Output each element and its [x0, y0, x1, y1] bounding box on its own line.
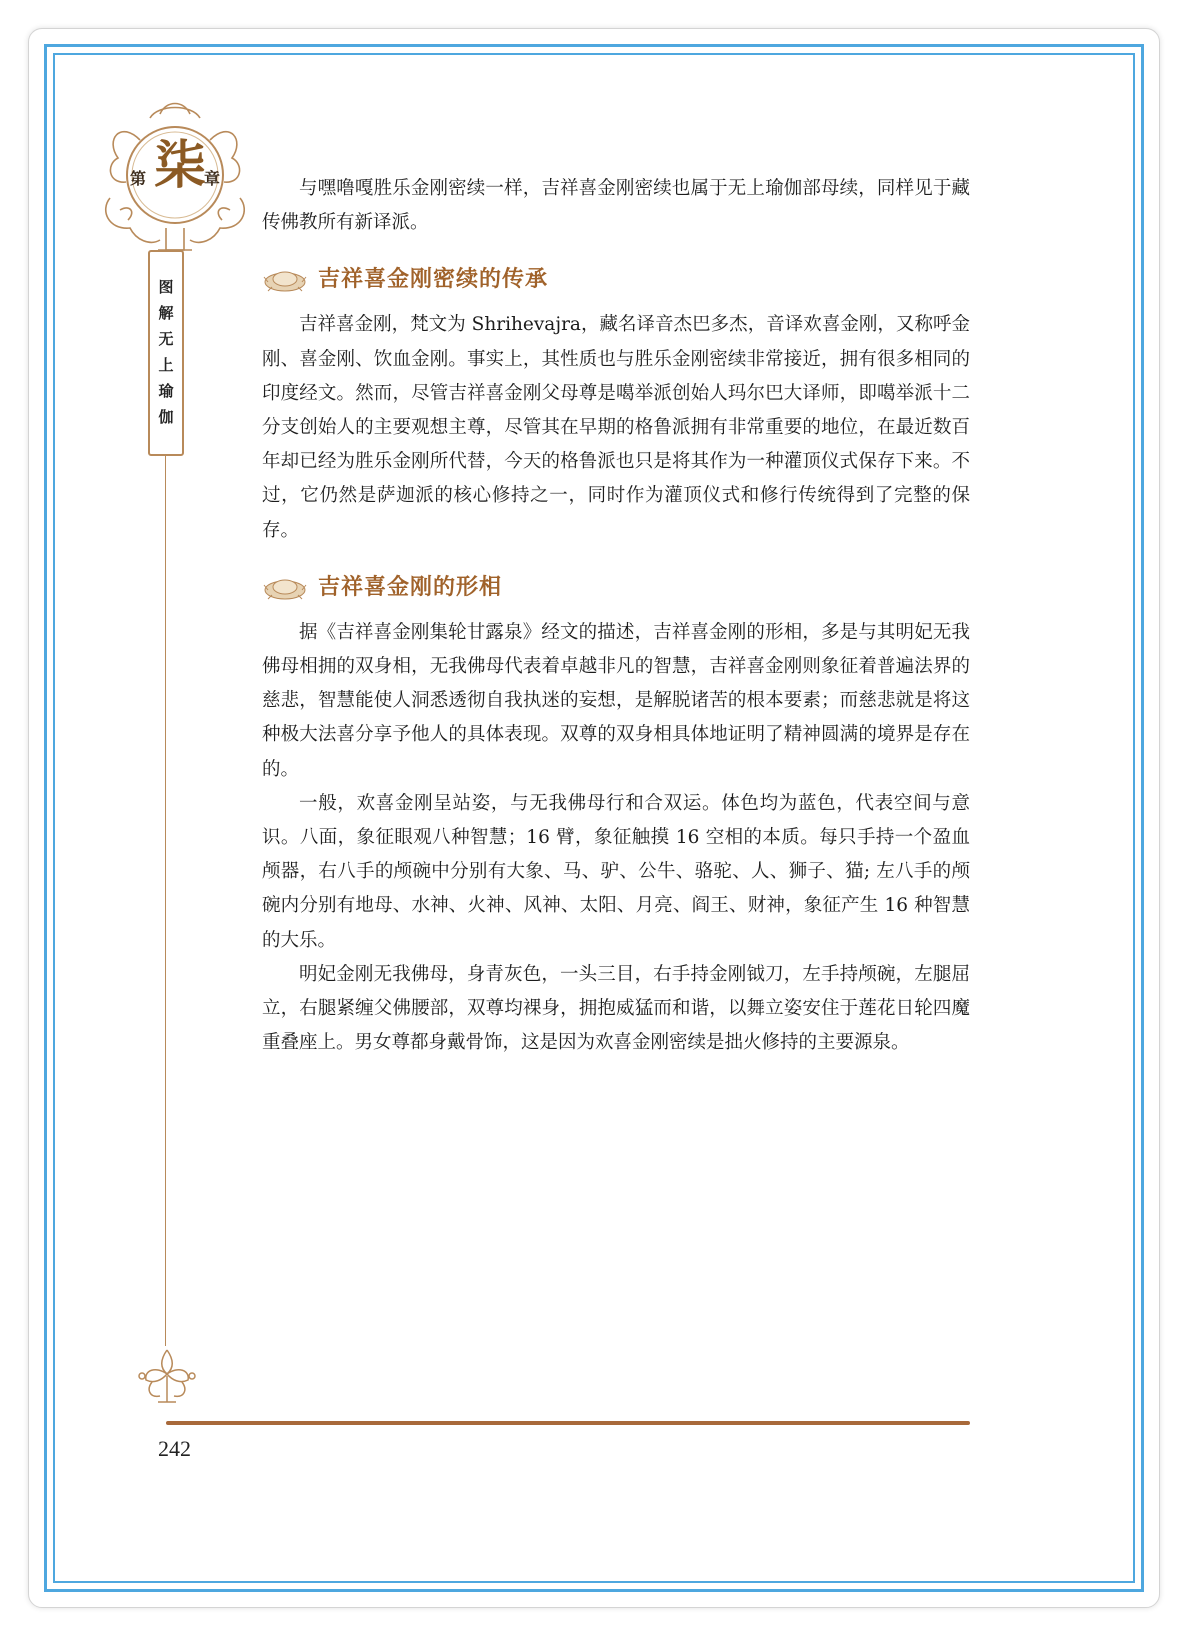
section-title-lineage: 吉祥喜金刚密续的传承	[318, 267, 549, 293]
side-tab-char: 无	[158, 330, 174, 348]
lotus-heading-icon	[262, 265, 308, 295]
section-heading	[262, 568, 970, 608]
page-number: 242	[158, 1436, 191, 1461]
section-paragraph: 明妃金刚无我佛母，身青灰色，一头三目，右手持金刚钺刀，左手持颅碗，左腿屈立，右腿紧缠父佛腰部，双尊均裸身，拥抱威猛而和谐，以舞立姿安住于莲花日轮四魔重叠座上。男女尊都身戴骨饰，这是因为欢喜金刚密续是拙火修持的主要源泉。	[262, 963, 970, 1054]
section-title-form: 吉祥喜金刚的形相	[318, 574, 503, 600]
side-tab-char: 伽	[158, 408, 174, 426]
chapter-prefix: 第	[130, 169, 147, 188]
lotus-ornament-icon	[136, 1346, 198, 1410]
side-tab-char: 图	[158, 278, 174, 296]
intro-paragraph: 与嘿噜嘎胜乐金刚密续一样，吉祥喜金刚密续也属于无上瑜伽部母续，同样见于藏传佛教所有新译派。	[262, 178, 970, 234]
side-tab-char: 上	[158, 356, 174, 374]
chapter-badge	[100, 100, 250, 260]
side-tab-book-title	[148, 250, 184, 456]
section-paragraph: 一般，欢喜金刚呈站姿，与无我佛母行和合双运。体色均为蓝色，代表空间与意识。八面，象征眼观八种智慧；16 臂，象征触摸 16 空相的本质。每只手持一个盈血颅器，右八手的颅碗中分别有大象、马、驴、公牛、骆驼、人、狮子、猫; 左八手的颅碗内分别有地母、水神、火神、风神、太阳、月亮、阎王、财神，象征产生 16 种智慧的大乐。	[262, 792, 970, 951]
section-paragraph: 据《吉祥喜金刚集轮甘露泉》经文的描述，吉祥喜金刚的形相，多是与其明妃无我佛母相拥的双身相，无我佛母代表着卓越非凡的智慧，吉祥喜金刚则象征着普遍法界的慈悲，智慧能使人洞悉透彻自我执迷的妄想，是解脱诸苦的根本要素；而慈悲就是将这种极大法喜分享予他人的具体表现。双尊的双身相具体地证明了精神圆满的境界是存在的。	[262, 621, 970, 780]
lotus-heading-icon	[262, 573, 308, 603]
chapter-number: 柒	[154, 135, 207, 196]
side-vertical-rule	[165, 456, 166, 1346]
side-tab-char: 解	[158, 304, 174, 322]
section-heading	[262, 260, 970, 300]
page-body	[262, 172, 970, 1060]
chapter-suffix: 章	[204, 169, 221, 188]
footer-rule	[166, 1421, 970, 1425]
side-tab-char: 瑜	[158, 382, 174, 400]
section-paragraph: 吉祥喜金刚，梵文为 Shrihevajra，藏名译音杰巴多杰，音译欢喜金刚，又称呼金刚、喜金刚、饮血金刚。事实上，其性质也与胜乐金刚密续非常接近，拥有很多相同的印度经文。然而，尽管吉祥喜金刚父母尊是噶举派创始人玛尔巴大译师，即噶举派十二分支创始人的主要观想主尊，尽管其在早期的格鲁派拥有非常重要的地位，在最近数百年却已经为胜乐金刚所代替，今天的格鲁派也只是将其作为一种灌顶仪式保存下来。不过，它仍然是萨迦派的核心修持之一，同时作为灌顶仪式和修行传统得到了完整的保存。	[262, 314, 970, 541]
